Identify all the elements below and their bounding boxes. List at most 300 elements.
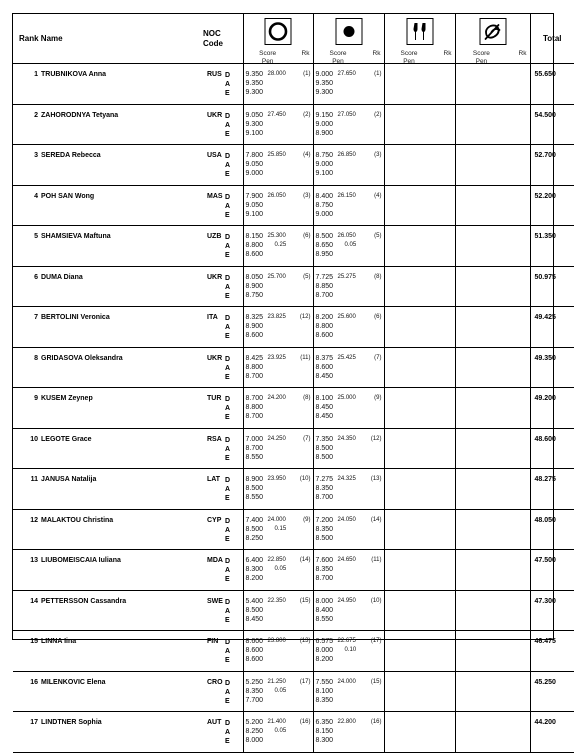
athlete-name: SEREDA Rebecca [41, 152, 101, 159]
ball-rank: (15) [370, 678, 382, 685]
table-row [13, 185, 574, 226]
score-letters [225, 314, 230, 342]
ribbon-cell [455, 226, 530, 267]
hoop-d-value: 7.000 [245, 435, 264, 443]
noc-cell [203, 226, 243, 267]
score-letters [225, 517, 230, 545]
athlete-name: KUSEM Zeynep [41, 395, 93, 402]
hoop-rank: (17) [299, 678, 311, 685]
athlete-name: BERTOLINI Veronica [41, 314, 110, 321]
hoop-rank: (6) [303, 233, 311, 239]
hoop-cell [243, 590, 313, 631]
ball-e-value: 8.450 [315, 413, 334, 421]
score-letter: D [225, 355, 231, 363]
hoop-a-value: 8.800 [245, 363, 264, 371]
ball-a-value: 8.000 [315, 647, 334, 655]
ball-rank: (9) [374, 395, 382, 401]
hoop-a-value: 8.350 [245, 687, 264, 695]
score-letters [225, 274, 230, 302]
ribbon-cell [455, 185, 530, 226]
ball-rank: (17) [370, 638, 382, 644]
ball-rk-label: Rk [372, 50, 381, 57]
hoop-d-value: 8.150 [245, 233, 264, 240]
athlete-name: POH SAN Wong [41, 192, 95, 200]
table-row [13, 104, 574, 145]
total-cell: 54.500 [530, 104, 574, 145]
score-letter: D [225, 112, 231, 120]
hoop-score: 22.350 [267, 597, 286, 604]
table-row [13, 590, 574, 631]
ball-cell [313, 671, 384, 712]
clubs-cell [384, 509, 455, 550]
athlete-cell [13, 671, 203, 712]
hoop-rank: (13) [299, 638, 311, 644]
ball-d-value: 8.500 [315, 233, 334, 240]
hoop-a-value: 8.800 [245, 242, 264, 250]
table-row [13, 671, 574, 712]
score-letters [225, 193, 230, 221]
noc-code: TUR [207, 395, 222, 402]
athlete-name: GRIDASOVA Oleksandra [41, 354, 123, 362]
noc-cell [203, 631, 243, 672]
hoop-score: 26.050 [267, 192, 286, 199]
hoop-d-value: 8.325 [245, 314, 264, 321]
hoop-icon [265, 18, 292, 45]
ball-a-value: 8.400 [315, 606, 334, 614]
ball-cell [313, 145, 384, 186]
ball-score: 22.800 [337, 719, 356, 725]
hoop-e-value: 9.100 [245, 210, 264, 218]
ball-d-value: 7.350 [315, 435, 334, 443]
hoop-rank: (11) [300, 354, 311, 361]
score-letter: D [225, 72, 231, 79]
athlete-cell [13, 428, 203, 469]
hoop-d-value: 9.050 [245, 111, 264, 119]
hoop-d-value: 5.200 [245, 719, 264, 726]
score-letter: D [225, 517, 231, 525]
hoop-d-value: 5.250 [245, 678, 264, 686]
noc-header-line2: Code [203, 38, 223, 48]
ball-rank: (1) [374, 71, 382, 77]
ball-a-value: 8.150 [315, 728, 334, 736]
score-letters [225, 557, 230, 585]
athlete-cell [13, 509, 203, 550]
noc-code: UKR [207, 273, 223, 281]
noc-cell [203, 509, 243, 550]
score-letter: D [225, 720, 231, 727]
ball-e-value: 8.500 [315, 453, 334, 461]
clubs-cell [384, 590, 455, 631]
ball-cell [313, 64, 384, 105]
ribbon-cell [455, 509, 530, 550]
noc-cell [203, 64, 243, 105]
ball-score: 27.650 [337, 71, 356, 77]
hoop-a-value: 9.350 [245, 80, 264, 88]
score-letter: E [225, 657, 230, 665]
score-letters [225, 395, 230, 423]
ball-score: 25.275 [337, 273, 356, 280]
clubs-cell [384, 671, 455, 712]
athlete-cell [13, 550, 203, 591]
athlete-rank: 13 [30, 557, 38, 564]
clubs-cell [384, 712, 455, 753]
ball-e-value: 8.450 [315, 372, 334, 380]
score-letter: A [225, 688, 231, 696]
ball-pen-label: Pen [332, 58, 344, 65]
hoop-cell [243, 388, 313, 429]
ball-cell [313, 428, 384, 469]
table-row [13, 145, 574, 186]
score-letter: A [225, 729, 231, 737]
ball-a-value: 8.750 [315, 201, 334, 209]
clubs-cell [384, 266, 455, 307]
hoop-score: 25.850 [267, 152, 286, 158]
ball-rank: (5) [374, 233, 382, 239]
ball-score: 24.950 [337, 597, 356, 604]
ball-rank: (13) [370, 476, 382, 482]
ball-score: 26.850 [337, 152, 356, 158]
hoop-score: 28.000 [267, 71, 286, 77]
hoop-penalty: 0.25 [274, 242, 287, 248]
score-letter: E [225, 333, 230, 341]
score-letter: E [225, 211, 230, 219]
clubs-cell [384, 64, 455, 105]
total-cell: 50.975 [530, 266, 574, 307]
athlete-rank: 15 [30, 638, 38, 645]
noc-cell [203, 307, 243, 348]
athlete-cell [13, 307, 203, 348]
ball-a-value: 8.350 [315, 525, 334, 533]
ribbon-cell [455, 266, 530, 307]
score-letters [225, 355, 230, 383]
hoop-d-value: 6.400 [245, 557, 264, 564]
ball-cell [313, 469, 384, 510]
ball-d-value: 8.100 [315, 395, 334, 402]
noc-code: CYP [207, 516, 222, 524]
score-letter: D [225, 274, 231, 282]
score-letter: E [225, 697, 230, 705]
ball-score: 25.000 [337, 395, 356, 401]
ribbon-cell [455, 631, 530, 672]
clubs-cell [384, 307, 455, 348]
score-letter: A [225, 648, 231, 656]
hoop-e-value: 8.250 [245, 534, 264, 542]
total-cell: 48.600 [530, 428, 574, 469]
hoop-a-value: 8.700 [245, 444, 264, 452]
hoop-rank: (10) [299, 476, 311, 482]
athlete-name: LINDTNER Sophia [41, 719, 102, 726]
ball-e-value: 8.950 [315, 251, 334, 259]
ball-a-value: 8.100 [315, 687, 334, 695]
total-cell: 52.200 [530, 185, 574, 226]
ribbon-cell [455, 550, 530, 591]
clubs-pen-label: Pen [403, 58, 415, 65]
ribbon-score-label: Score [472, 50, 490, 57]
hoop-pen-label: Pen [261, 58, 274, 65]
ball-column-header [313, 14, 384, 64]
score-letter: E [225, 171, 230, 179]
noc-code: AUT [207, 719, 222, 726]
clubs-cell [384, 104, 455, 145]
ball-d-value: 9.150 [315, 111, 334, 119]
ball-cell [313, 712, 384, 753]
score-letter: E [225, 535, 230, 543]
total-cell: 49.200 [530, 388, 574, 429]
hoop-cell [243, 631, 313, 672]
score-letter: D [225, 315, 231, 322]
ball-d-value: 8.200 [315, 314, 334, 321]
hoop-rank: (5) [303, 273, 311, 280]
ribbon-column-header [455, 14, 530, 64]
clubs-cell [384, 469, 455, 510]
hoop-cell [243, 185, 313, 226]
ball-a-value: 9.000 [315, 161, 334, 169]
hoop-e-value: 8.600 [245, 251, 264, 259]
score-letter: E [225, 90, 230, 98]
score-letter: E [225, 495, 230, 503]
ribbon-cell [455, 712, 530, 753]
hoop-cell [243, 226, 313, 267]
athlete-cell [13, 226, 203, 267]
ball-cell [313, 307, 384, 348]
ball-d-value: 6.350 [315, 719, 334, 726]
ball-cell [313, 347, 384, 388]
ball-a-value: 9.350 [315, 80, 334, 88]
score-letter: D [225, 436, 231, 444]
score-letter: E [225, 616, 230, 624]
total-cell: 49.350 [530, 347, 574, 388]
hoop-cell [243, 64, 313, 105]
score-letter: E [225, 738, 230, 746]
athlete-name: LINNA Iina [41, 638, 77, 645]
results-sheet [12, 13, 562, 746]
ball-score: 22.675 [337, 638, 356, 644]
hoop-cell [243, 469, 313, 510]
athlete-rank: 8 [34, 354, 38, 362]
hoop-d-value: 8.900 [245, 476, 264, 483]
hoop-score: 23.800 [267, 638, 286, 644]
ball-score-label: Score [329, 50, 347, 57]
ball-e-value: 9.300 [315, 89, 334, 97]
hoop-e-value: 8.700 [245, 372, 264, 380]
athlete-cell [13, 631, 203, 672]
noc-cell [203, 712, 243, 753]
athlete-rank: 17 [30, 719, 38, 726]
rank-name-header: Rank Name [13, 14, 203, 64]
ribbon-cell [455, 347, 530, 388]
table-row [13, 347, 574, 388]
ball-e-value: 8.700 [315, 494, 334, 502]
hoop-rank: (15) [299, 597, 311, 604]
ribbon-rk-label: Rk [518, 50, 527, 57]
score-letter: E [225, 576, 230, 584]
ball-a-value: 8.650 [315, 242, 334, 250]
ball-score: 24.050 [337, 516, 356, 523]
athlete-cell [13, 712, 203, 753]
hoop-a-value: 8.900 [245, 323, 264, 331]
noc-code: SWE [207, 597, 223, 605]
score-letter: A [225, 121, 231, 129]
total-cell: 46.475 [530, 631, 574, 672]
ball-cell [313, 185, 384, 226]
ball-rank: (4) [374, 192, 382, 199]
ball-rank: (10) [370, 597, 382, 604]
hoop-a-value: 8.500 [245, 485, 264, 493]
athlete-name: ZAHORODNYA Tetyana [41, 111, 119, 119]
noc-cell [203, 145, 243, 186]
score-letter: D [225, 396, 231, 403]
hoop-rank: (7) [303, 435, 311, 442]
clubs-cell [384, 388, 455, 429]
athlete-name: LIUBOMEISCAIA Iuliana [41, 557, 121, 564]
athlete-cell [13, 145, 203, 186]
hoop-d-value: 8.050 [245, 273, 264, 281]
hoop-e-value: 7.700 [245, 696, 264, 704]
ball-rank: (16) [370, 719, 382, 725]
hoop-e-value: 8.600 [245, 656, 264, 664]
noc-header-line1: NOC [203, 28, 221, 38]
hoop-cell [243, 266, 313, 307]
hoop-cell [243, 428, 313, 469]
table-row [13, 307, 574, 348]
ball-cell [313, 388, 384, 429]
table-row [13, 631, 574, 672]
ribbon-cell [455, 104, 530, 145]
ribbon-cell [455, 469, 530, 510]
score-letter: E [225, 252, 230, 260]
score-letter: A [225, 202, 231, 210]
ball-rank: (12) [370, 435, 382, 442]
ball-score: 25.425 [337, 354, 356, 361]
noc-code: LAT [207, 476, 221, 483]
hoop-penalty: 0.15 [274, 525, 287, 532]
ball-icon [335, 18, 362, 45]
hoop-rank: (2) [303, 111, 311, 118]
hoop-cell [243, 347, 313, 388]
hoop-rank: (3) [303, 192, 311, 199]
athlete-name: SHAMSIEVA Maftuna [41, 233, 111, 240]
hoop-rank: (1) [303, 71, 311, 77]
hoop-score: 25.700 [267, 273, 286, 280]
ball-score: 26.050 [337, 233, 356, 239]
hoop-score: 24.250 [267, 435, 286, 442]
ball-cell [313, 226, 384, 267]
hoop-score: 23.825 [267, 314, 286, 320]
hoop-cell [243, 671, 313, 712]
total-cell: 52.700 [530, 145, 574, 186]
noc-cell [203, 347, 243, 388]
ball-e-value: 8.500 [315, 534, 334, 542]
score-letters [225, 436, 230, 464]
noc-code: UZB [207, 233, 222, 240]
hoop-score: 22.850 [267, 557, 286, 563]
ball-cell [313, 509, 384, 550]
ribbon-cell [455, 145, 530, 186]
hoop-d-value: 5.400 [245, 597, 264, 605]
athlete-rank: 6 [34, 273, 38, 281]
score-letter: D [225, 234, 231, 241]
noc-code: ITA [207, 314, 218, 321]
hoop-rank: (4) [303, 152, 311, 158]
ball-a-value: 8.450 [315, 404, 334, 412]
hoop-e-value: 9.300 [245, 89, 264, 97]
hoop-score: 23.950 [267, 476, 286, 482]
table-row [13, 226, 574, 267]
noc-cell [203, 550, 243, 591]
ball-d-value: 8.375 [315, 354, 334, 362]
ball-e-value: 8.300 [315, 737, 334, 745]
hoop-score-label: Score [259, 50, 277, 57]
score-letter: E [225, 454, 230, 462]
score-letter: E [225, 414, 230, 422]
ball-rank: (7) [374, 354, 382, 361]
noc-code: UKR [207, 111, 223, 119]
total-cell: 49.425 [530, 307, 574, 348]
noc-code: CRO [207, 678, 223, 686]
table-row [13, 428, 574, 469]
score-letter: D [225, 477, 231, 484]
ball-rank: (3) [374, 152, 382, 158]
athlete-name: MALAKTOU Christina [41, 516, 114, 524]
athlete-rank: 10 [30, 435, 38, 443]
hoop-e-value: 8.550 [245, 494, 264, 502]
total-header: Total [530, 14, 574, 64]
score-letters [225, 71, 230, 99]
ball-d-value: 7.725 [315, 273, 334, 281]
score-letter: D [225, 153, 231, 160]
total-cell: 55.650 [530, 64, 574, 105]
hoop-d-value: 8.700 [245, 395, 264, 402]
hoop-d-value: 7.900 [245, 192, 264, 200]
athlete-cell [13, 64, 203, 105]
hoop-rk-label: Rk [301, 50, 310, 57]
athlete-name: MILENKOVIC Elena [41, 678, 106, 686]
hoop-penalty: 0.05 [274, 687, 287, 694]
noc-code: FIN [207, 638, 219, 645]
score-letter: E [225, 373, 230, 381]
hoop-d-value: 8.425 [245, 354, 264, 362]
hoop-e-value: 8.200 [245, 575, 264, 583]
ball-score: 24.325 [337, 476, 356, 482]
ball-d-value: 8.750 [315, 152, 334, 159]
clubs-rk-label: Rk [443, 50, 452, 57]
clubs-cell [384, 145, 455, 186]
score-letter: E [225, 292, 230, 300]
noc-code: RUS [207, 71, 222, 78]
ribbon-cell [455, 307, 530, 348]
ball-score: 27.050 [337, 111, 356, 118]
ball-penalty: 0.05 [344, 242, 357, 248]
score-letter: A [225, 81, 231, 89]
ball-rank: (14) [370, 516, 382, 523]
score-letter: D [225, 558, 231, 565]
clubs-icon [406, 18, 433, 45]
athlete-name: LEGOTE Grace [41, 435, 92, 443]
ball-d-value: 9.000 [315, 71, 334, 78]
hoop-penalty: 0.05 [274, 566, 287, 572]
ball-rank: (6) [374, 314, 382, 320]
score-letter: A [225, 607, 231, 615]
ball-e-value: 8.700 [315, 575, 334, 583]
ball-e-value: 8.600 [315, 332, 334, 340]
ball-e-value: 8.200 [315, 656, 334, 664]
total-cell: 48.275 [530, 469, 574, 510]
athlete-rank: 16 [30, 678, 38, 686]
ball-a-value: 8.350 [315, 485, 334, 493]
clubs-cell [384, 631, 455, 672]
ball-score: 24.000 [337, 678, 356, 685]
ball-cell [313, 590, 384, 631]
